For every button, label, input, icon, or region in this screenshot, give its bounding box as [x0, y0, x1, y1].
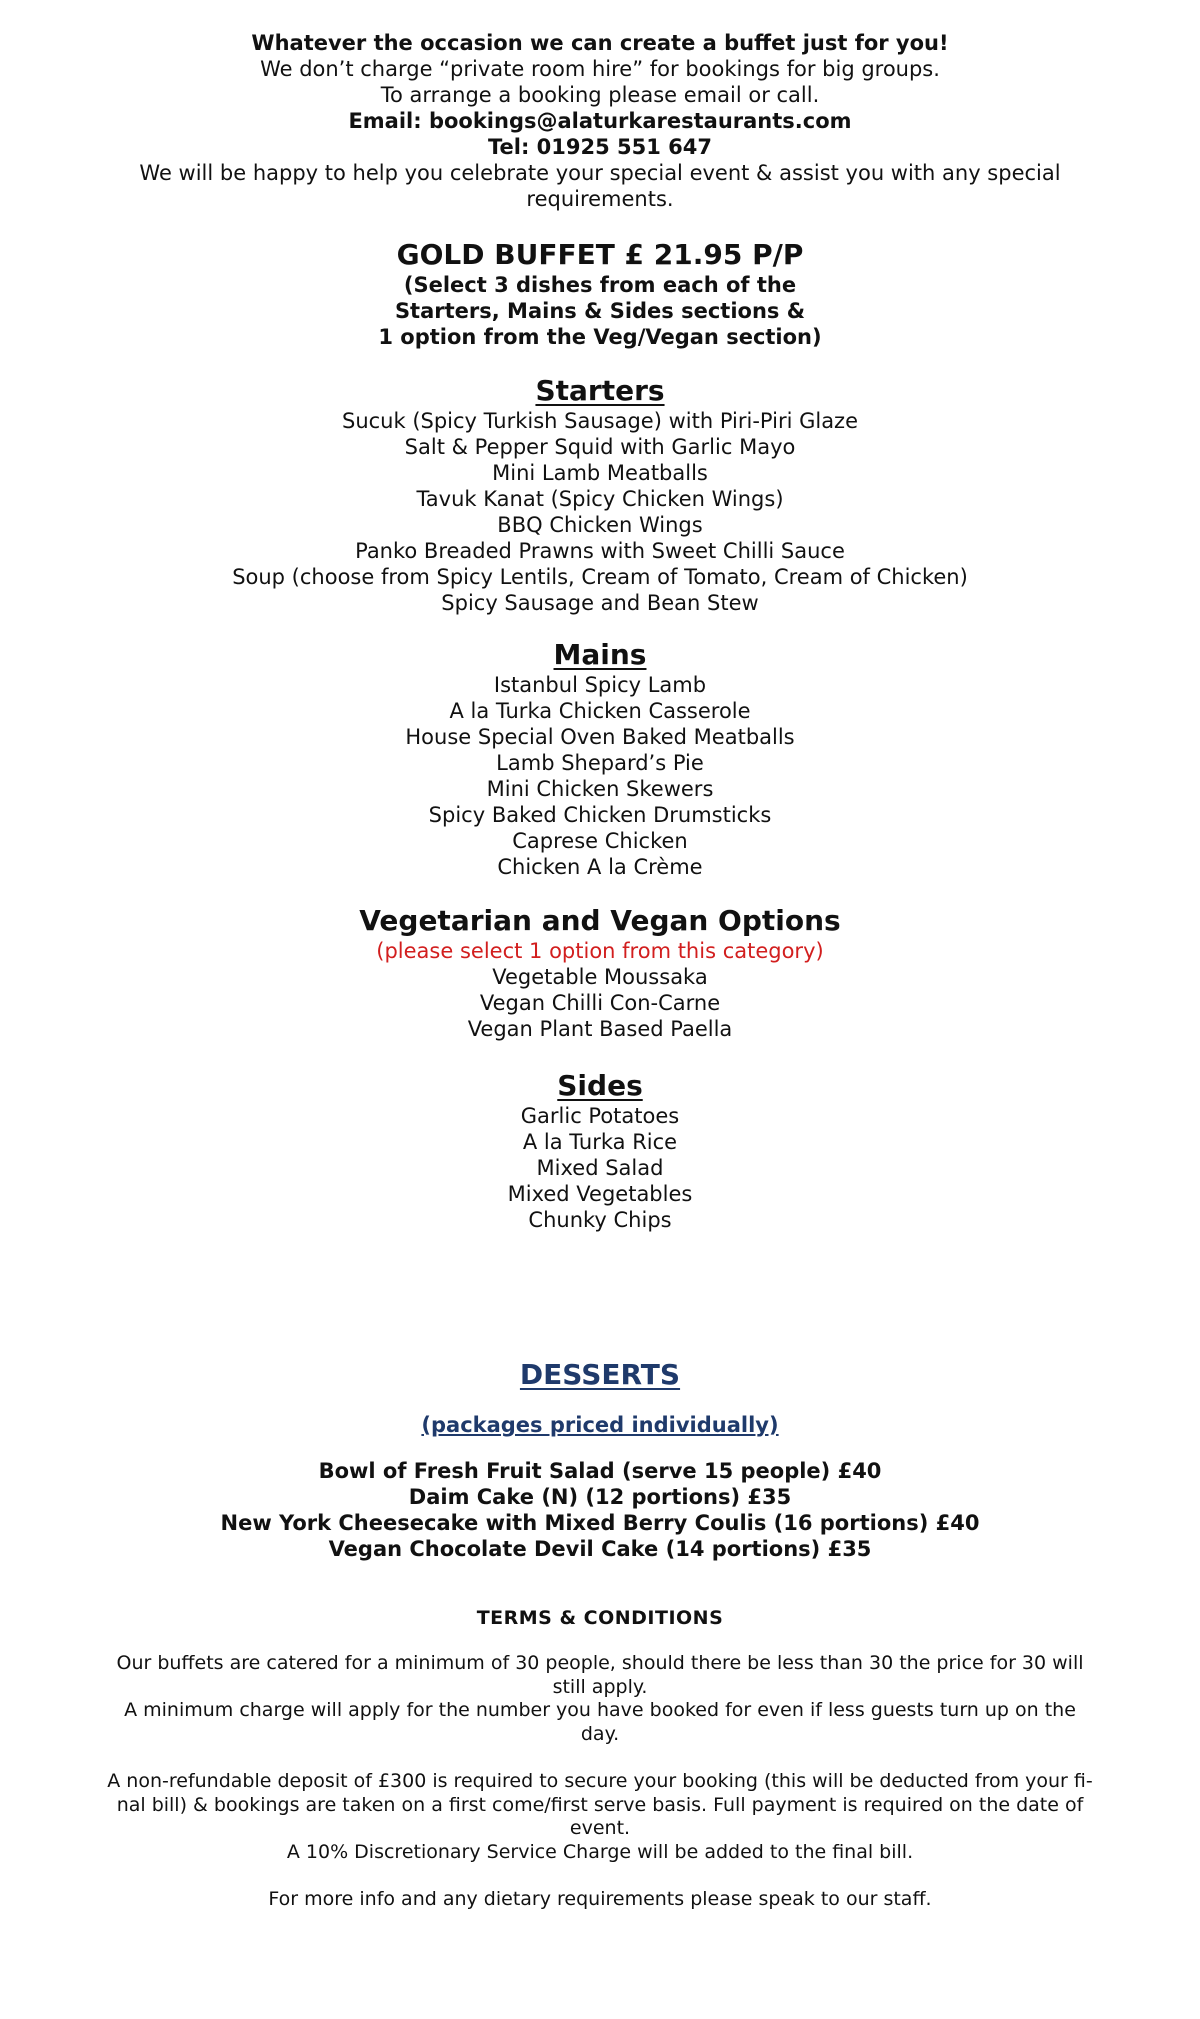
starter-item: Mini Lamb Meatballs — [492, 461, 708, 485]
terms-section — [0, 1606, 1200, 1912]
side-item: Mixed Vegetables — [507, 1182, 693, 1206]
terms-paragraph-minimum — [70, 1652, 1130, 1746]
main-item: A la Turka Chicken Casserole — [449, 699, 751, 723]
side-item: Mixed Salad — [536, 1156, 664, 1180]
main-item: Caprese Chicken — [512, 829, 688, 853]
intro-section — [0, 30, 1200, 212]
terms-line: nal bill) & bookings are taken on a first come/first serve basis. Full payment is required on the date of — [116, 1793, 1084, 1816]
main-item: Lamb Shepard’s Pie — [496, 751, 704, 775]
veg-item: Vegetable Moussaka — [492, 965, 708, 989]
mains-section — [0, 638, 1200, 880]
intro-celebrate-line-end: requirements. — [526, 187, 674, 211]
veg-item: Vegan Plant Based Paella — [467, 1017, 733, 1041]
side-item: Garlic Potatoes — [520, 1104, 680, 1128]
dessert-item: Vegan Chocolate Devil Cake (14 portions) £35 — [328, 1537, 872, 1561]
dessert-list — [0, 1458, 1200, 1562]
gold-buffet-title: GOLD BUFFET £ 21.95 P/P — [396, 238, 804, 271]
terms-line: Our buffets are catered for a minimum of 30 people, should there be less than 30 the price for 30 will — [116, 1652, 1084, 1674]
main-item: Istanbul Spicy Lamb — [493, 673, 707, 697]
starter-item: Soup (choose from Spicy Lentils, Cream of Tomato, Cream of Chicken) — [232, 565, 968, 589]
starter-item: Salt & Pepper Squid with Garlic Mayo — [404, 435, 796, 459]
gold-buffet-instruction-1: (Select 3 dishes from each of the — [403, 273, 797, 297]
terms-paragraph-info — [70, 1888, 1130, 1912]
terms-heading: TERMS & CONDITIONS — [476, 1607, 724, 1629]
starters-section — [0, 374, 1200, 616]
intro-headline: Whatever the occasion we can create a buffet just for you! — [251, 31, 949, 55]
main-item: House Special Oven Baked Meatballs — [405, 725, 795, 749]
desserts-section — [0, 1358, 1200, 1562]
terms-line: A 10% Discretionary Service Charge will be added to the final bill. — [286, 1840, 914, 1863]
terms-line: A non-refundable deposit of £300 is required to secure your booking (this will be deducted from your fi- — [107, 1770, 1093, 1792]
sides-heading: Sides — [557, 1069, 643, 1102]
intro-celebrate-line: We will be happy to help you celebrate your special event & assist you with any special — [139, 161, 1061, 185]
intro-arrange-booking: To arrange a booking please email or call. — [380, 83, 820, 107]
terms-line: still apply. — [552, 1675, 648, 1698]
gold-buffet-instruction-2: Starters, Mains & Sides sections & — [394, 299, 806, 323]
desserts-pricing-note: (packages priced individually) — [421, 1413, 779, 1437]
booking-email[interactable]: Email: bookings@alaturkarestaurants.com — [348, 109, 852, 133]
main-item: Mini Chicken Skewers — [486, 777, 714, 801]
starter-item: BBQ Chicken Wings — [497, 513, 703, 537]
starter-item: Sucuk (Spicy Turkish Sausage) with Piri-Piri Glaze — [341, 409, 859, 433]
main-item: Spicy Baked Chicken Drumsticks — [428, 803, 772, 827]
terms-line: For more info and any dietary requirements please speak to our staff. — [268, 1888, 932, 1910]
dessert-item: Bowl of Fresh Fruit Salad (serve 15 people) £40 — [318, 1459, 882, 1483]
intro-no-room-hire: We don’t charge “private room hire” for bookings for big groups. — [260, 57, 940, 81]
starter-item: Spicy Sausage and Bean Stew — [441, 591, 759, 615]
gold-buffet-section — [0, 238, 1200, 350]
desserts-heading: DESSERTS — [519, 1358, 681, 1391]
main-item: Chicken A la Crème — [497, 855, 703, 879]
side-item: A la Turka Rice — [522, 1130, 678, 1154]
terms-line: A minimum charge will apply for the number you have booked for even if less guests turn up on the — [124, 1699, 1076, 1721]
terms-paragraph-deposit — [70, 1770, 1130, 1864]
terms-line: event. — [569, 1817, 631, 1839]
side-item: Chunky Chips — [528, 1208, 672, 1232]
sides-section — [0, 1069, 1200, 1233]
terms-line: day. — [580, 1722, 620, 1745]
veg-vegan-heading: Vegetarian and Vegan Options — [359, 904, 841, 937]
veg-item: Vegan Chilli Con-Carne — [479, 991, 721, 1015]
veg-vegan-section — [0, 904, 1200, 1042]
starter-item: Panko Breaded Prawns with Sweet Chilli Sauce — [355, 539, 845, 563]
booking-phone[interactable]: Tel: 01925 551 647 — [487, 135, 713, 159]
gold-buffet-instruction-3: 1 option from the Veg/Vegan section) — [378, 325, 822, 349]
mains-heading: Mains — [553, 638, 647, 671]
veg-select-note: (please select 1 option from this category) — [376, 939, 824, 963]
starters-heading: Starters — [535, 374, 665, 407]
dessert-item: Daim Cake (N) (12 portions) £35 — [408, 1485, 792, 1509]
dessert-item: New York Cheesecake with Mixed Berry Coulis (16 portions) £40 — [220, 1511, 980, 1535]
starter-item: Tavuk Kanat (Spicy Chicken Wings) — [416, 487, 784, 511]
